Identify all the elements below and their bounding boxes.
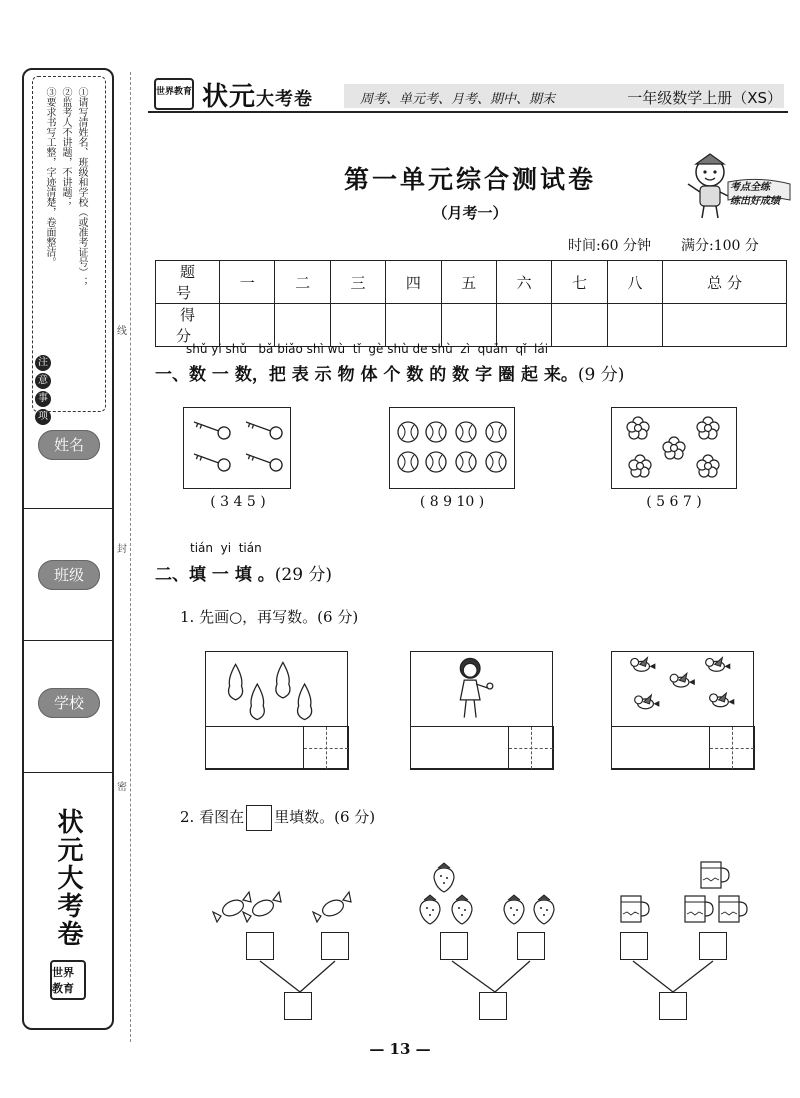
table-row (156, 261, 787, 304)
notice-text (41, 87, 89, 387)
answer-box[interactable] (699, 932, 727, 960)
section1-pinyin: shǔ yi shǔ bǎ biǎo shì wù tǐ gè shù de shù zì quān qǐ lái (186, 342, 549, 356)
cut-mark: 封 (117, 544, 127, 555)
answer-box[interactable] (479, 992, 507, 1020)
table-cell: 题 号 (156, 261, 220, 304)
table-cell: 二 (275, 261, 330, 304)
score-input-cell[interactable] (275, 304, 330, 347)
page-header (148, 72, 788, 112)
bird-icon (612, 652, 753, 727)
cut-mark: 密 (117, 782, 127, 793)
pear-icon (206, 652, 347, 727)
section1-title: 一、数 一 数，把 表 示 物 体 个 数 的 数 字 圈 起 来。 (155, 365, 578, 385)
class-field-label[interactable]: 班级 (38, 560, 100, 590)
balls-picture (389, 407, 515, 489)
notice-char: 意 (35, 373, 51, 389)
score-input-cell[interactable] (441, 304, 496, 347)
score-input-cell[interactable] (496, 304, 551, 347)
notice-box (32, 76, 106, 422)
answer-box[interactable] (284, 992, 312, 1020)
cut-mark: 线 (117, 326, 127, 337)
section2-heading (155, 560, 332, 585)
section2-title: 二、填 一 填 。 (155, 565, 275, 585)
full-score: 满分:100 分 (680, 238, 759, 254)
slogan-line: 考点全练 (730, 182, 770, 193)
brand-logo-main: 状元 (202, 82, 257, 112)
table-cell: 得 分 (156, 304, 220, 347)
question-2-2-suffix: 里填数。(6 分) (274, 808, 376, 826)
keys-answer-options[interactable]: ( 3 4 5 ) (210, 494, 266, 510)
pears-draw-box (205, 651, 348, 769)
slogan-line: 练出好成绩 (730, 196, 780, 207)
table-cell: 六 (496, 261, 551, 304)
score-input-cell[interactable] (386, 304, 441, 347)
score-input-cell[interactable] (552, 304, 607, 347)
answer-box[interactable] (321, 932, 349, 960)
table-cell: 三 (330, 261, 385, 304)
divider (24, 640, 112, 641)
score-input-cell[interactable] (663, 304, 787, 347)
number-writing-box[interactable] (303, 726, 349, 770)
question-2-2 (180, 805, 375, 831)
brand-logo (202, 76, 313, 113)
notice-line-1: ①请写清姓名、班级和学校（或准考证号）； (76, 87, 87, 287)
ball-icon (390, 408, 516, 490)
notice-char: 事 (35, 391, 51, 407)
answer-box[interactable] (659, 992, 687, 1020)
notice-line-2: ②监考人不讲题，不讲题； (60, 87, 71, 207)
answer-box[interactable] (620, 932, 648, 960)
table-row (156, 304, 787, 347)
answer-box[interactable] (440, 932, 468, 960)
answer-box[interactable] (246, 932, 274, 960)
exam-types: 周考、单元考、月考、期中、期末 (360, 92, 556, 107)
section1-points: (9 分) (577, 365, 625, 385)
table-cell: 五 (441, 261, 496, 304)
mascot-slogan (730, 181, 780, 209)
strip-badge-logo: 世界教育 (50, 960, 86, 1000)
section2-pinyin: tián yi tián (190, 541, 262, 555)
table-cell: 八 (607, 261, 662, 304)
keys-picture (183, 407, 291, 489)
question-2-2-prefix: 2. 看图在 (180, 808, 245, 826)
score-input-cell[interactable] (220, 304, 275, 347)
number-writing-box[interactable] (709, 726, 755, 770)
notice-char: 项 (35, 409, 51, 425)
table-cell: 一 (220, 261, 275, 304)
number-writing-box[interactable] (508, 726, 554, 770)
girl-icon (411, 652, 552, 727)
table-cell: 七 (552, 261, 607, 304)
table-cell: 四 (386, 261, 441, 304)
header-rule (148, 111, 788, 113)
notice-char: 注 (35, 355, 51, 371)
page-subtitle: （月考一） (432, 204, 508, 222)
balls-answer-options[interactable]: ( 8 9 10 ) (419, 494, 485, 510)
page-title: 第一单元综合测试卷 (343, 165, 596, 194)
sample-box-icon (246, 805, 272, 831)
strip-logo: 状元大考卷 (53, 808, 83, 948)
page-number: — 13 — (369, 1040, 431, 1058)
divider (24, 772, 112, 773)
publisher-badge: 世界教育 (154, 78, 194, 110)
flowers-answer-options[interactable]: ( 5 6 7 ) (646, 494, 702, 510)
flowers-picture (611, 407, 737, 489)
divider (24, 508, 112, 509)
key-icon (184, 408, 292, 490)
section2-points: (29 分) (274, 565, 333, 585)
answer-box[interactable] (517, 932, 545, 960)
brand-logo-sub: 大考卷 (256, 89, 314, 110)
section1-heading (155, 360, 624, 385)
girl-draw-box (410, 651, 553, 769)
time-limit: 时间:60 分钟 (568, 238, 651, 254)
score-table (155, 260, 787, 347)
question-2-1: 1. 先画○，再写数。(6 分) (180, 608, 359, 626)
birds-draw-box (611, 651, 754, 769)
score-input-cell[interactable] (330, 304, 385, 347)
score-input-cell[interactable] (607, 304, 662, 347)
binding-strip (22, 68, 114, 1030)
table-cell: 总 分 (663, 261, 787, 304)
name-field-label[interactable]: 姓名 (38, 430, 100, 460)
time-score-info (568, 235, 759, 255)
school-field-label[interactable]: 学校 (38, 688, 100, 718)
notice-heading (33, 355, 53, 427)
grade-label: 一年级数学上册（XS） (627, 89, 782, 107)
notice-line-3: ③要求书写工整，字迹清楚，卷面整洁。 (44, 87, 55, 267)
flower-icon (612, 408, 738, 490)
cut-line (130, 72, 131, 1042)
